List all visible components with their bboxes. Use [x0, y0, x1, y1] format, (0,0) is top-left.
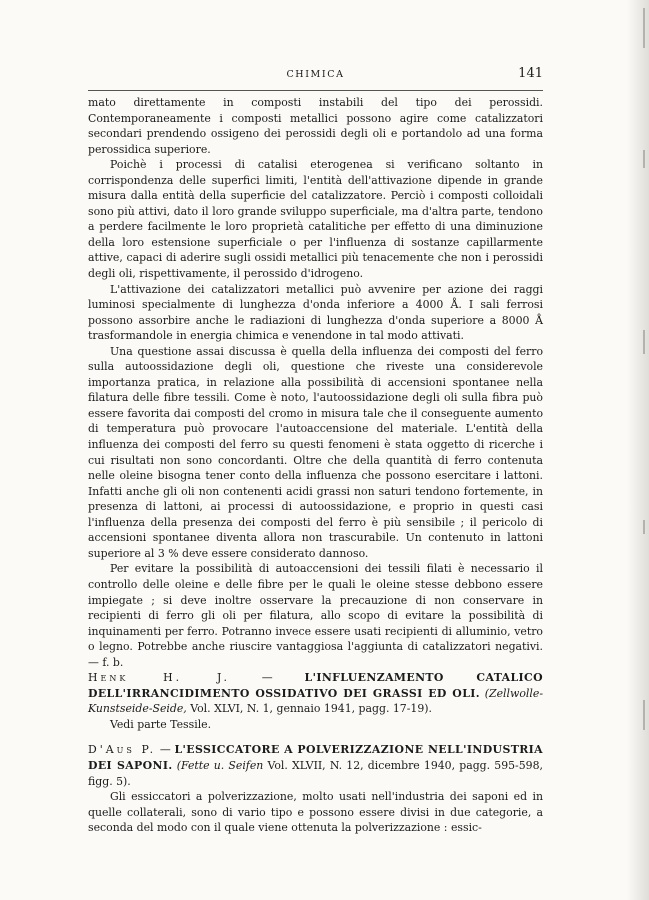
paragraph: Una questione assai discussa è quella della influenza dei composti del ferro sulla autoossidazione degli oli, questione che riveste una considerevole importanza pratica, in relazione alla possibilità di accensioni spontanee nella filatura delle fibre tessili. Come è noto, l'autoossidazione degli oli sulla fibra può essere favorita dai composti del cromo in misura tale che il conseguente aumento di temperatura può provocare l'autoaccensione del materiale. L'entità della influenza dei composti del ferro su questi fenomeni è stata oggetto di ricerche i cui risultati non sono concordanti. Oltre che della quantità di ferro contenuta nelle oleine bisogna tener conto della influenza che possono esercitare i lattoni. Infatti anche gli oli non contenenti acidi grassi non saturi tendono fortemente, in presenza di lattoni, ai processi di autoossidazione, e proprio in questi casi l'influenza della presenza dei composti del ferro è più sensibile ; il pericolo di accensioni spontanee diventa allora non trascurabile. Un contenuto in lattoni superiore al 3 % deve essere considerato dannoso. [88, 344, 543, 560]
reference-details: Vol. XLVII, N. 12, dicembre 1940, pagg. 595-598, figg. 5). [88, 758, 543, 788]
reference-title: L'INFLUENZAMENTO CATALICO DELL'IRRANCIDIMENTO OSSIDATIVO DEI GRASSI ED OLI. [88, 671, 543, 700]
reference-dash: — [156, 743, 175, 757]
paragraph: Per evitare la possibilità di autoaccensioni dei tessili filati è necessario il controllo delle oleine e delle fibre per le quali le oleine stesse debbono essere impiegate ; si deve inoltre osservare la precauzione di non conservare in recipienti di ferro gli oli per filatura, allo scopo di evitare la possibilità di inquinamenti per ferro. Potranno invece essere usati recipienti di alluminio, vetro o legno. Potrebbe anche riuscire vantaggiosa l'aggiunta di catalizzatori negativi. — f. b. [88, 562, 543, 669]
page-header [88, 66, 543, 84]
page-edge-marks [631, 0, 645, 900]
header-rule [88, 90, 543, 91]
reference-dash: — [229, 671, 305, 685]
reference-title: L'ESSICCATORE A POLVERIZZAZIONE NELL'INDUSTRIA DEI SAPONI. [88, 743, 544, 772]
reference-note: Vedi parte Tessile. [110, 717, 212, 731]
page-number: 141 [518, 66, 543, 81]
text-column [88, 95, 543, 836]
reference-entry [88, 670, 543, 717]
paragraph: mato direttamente in composti instabili del tipo dei perossidi. Contemporaneamente i composti metallici possono agire come catalizzatori secondari prendendo ossigeno dei perossidi degli oli e portandolo ad una forma perossidica superiore. [88, 96, 543, 156]
reference-journal: (Zellwolle-Kunstseide-Seide, [88, 686, 543, 716]
reference-author: Henk H. J. [88, 671, 230, 685]
reference-body: Gli essiccatori a polverizzazione, molto usati nell'industria dei saponi ed in quelle collaterali, sono di vario tipo e possono essere divisi in due categorie, a seconda del modo con il quale viene ottenuta la polverizzazione : essic- [88, 790, 543, 835]
paragraph: L'attivazione dei catalizzatori metallici può avvenire per azione dei raggi luminosi specialmente di lunghezza d'onda inferiore a 4000 Å. I sali ferrosi possono assorbire anche le radiazioni di lunghezza d'onda superiore a 8000 Å trasformandole in energia chimica e venendone in tal modo attivati. [88, 282, 543, 343]
paragraph: Poichè i processi di catalisi eterogenea si verificano soltanto in corrispondenza delle superfici limiti, l'entità dell'attivazione dipende in grande misura dalla entità della superficie del catalizzatore. Perciò i composti colloidali sono più attivi, dato il loro grande sviluppo superficiale, ma d'altra parte, tendono a perdere facilmente le loro proprietà catalitiche per effetto di una diminuzione della loro estensione superficiale o per l'influenza di sostanze capillarmente attive, capaci di aderire sugli ossidi metallici più tenacemente che non i perossidi degli oli, rispettivamente, il perossido d'idrogeno. [88, 158, 543, 281]
reference-details: Vol. XLVI, N. 1, gennaio 1941, pagg. 17-19). [190, 702, 432, 716]
running-title: CHIMICA [286, 69, 345, 80]
reference-author: D'Aus P. [88, 743, 157, 757]
reference-journal: (Fette u. Seifen [176, 758, 264, 772]
reference-entry [88, 742, 543, 789]
